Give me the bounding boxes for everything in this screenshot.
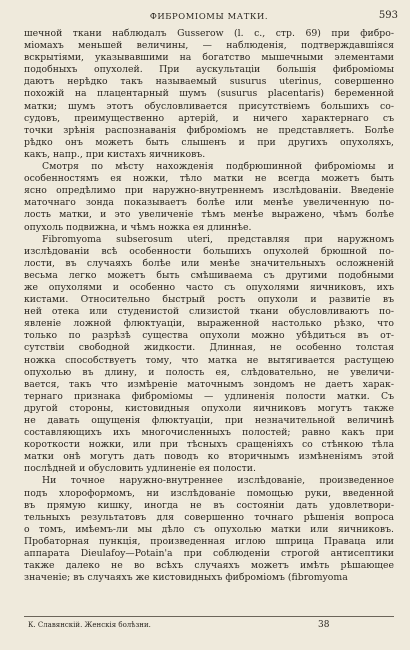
text-line: точки зрѣнія распознаванія фибромiомъ не представляетъ. Болѣе [24,124,394,136]
paragraph [24,161,394,234]
text-line: Пробаторная пункція, произведенная иглою шприца Правацa или [24,535,394,547]
text-line: короткости ножки, или при тѣсныхъ сращеніяхъ со стѣнкою тѣла [24,439,394,451]
text-line: маточнаго зонда показываетъ болѣе или менѣе увеличенную по- [24,197,394,209]
text-line: опухолью въ длину, и полость ея, слѣдовательно, не увеличи- [24,366,394,378]
page-number: 593 [378,10,398,21]
text-line: ножка способствуетъ тому, что матка не вытягивается растущею [24,354,394,366]
text-line: только по разрѣзѣ существа опухоли можно убѣдиться въ от- [24,330,394,342]
text-line: другой стороны, кистовидныя опухоли яичниковъ могутъ также [24,402,394,414]
text-line: судовъ, преимущественно артерій, и ничего характернаго съ [24,112,394,124]
running-title: ФИБРОМІОМЫ МАТКИ. [149,11,269,21]
text-line: сутствіи свободной жидкости. Длинная, не особенно толстая [24,342,394,354]
running-header [20,9,398,25]
text-line: вается, такъ что измѣреніе маточнымъ зондомъ не даетъ харак- [24,378,394,390]
text-line: значеніе; въ случаяхъ же кистовидныхъ фибромiомъ (fibromyoma [24,572,348,584]
text-line: рѣдко онъ можетъ быть слышенъ и при другихъ опухоляхъ, [24,136,394,148]
text-line: подъ хлороформомъ, ни изслѣдованіе помощью руки, введенной [24,487,394,499]
text-line: лости, въ случаяхъ болѣе или менѣе значительныхъ осложненій [24,257,394,269]
text-line: даютъ нерѣдко такъ называемый susurus uterinus, совершенно [24,76,394,88]
text-line: составляющихъ ихъ многочисленныхъ полостей; равно какъ при [24,427,394,439]
text-line: лость матки, и это увеличеніе тѣмъ менѣе выражено, чѣмъ болѣе [24,209,394,221]
text-line: изслѣдованіи всѣ особенности большихъ опухолей брюшной по- [24,245,394,257]
text-line: тельныхъ результатовъ для совершенно точнаго рѣшенія вопроса [24,511,394,523]
text-line: о томъ, имѣемъ-ли мы дѣло съ опухолью матки или яичниковъ. [24,523,394,535]
body-text [24,28,394,584]
text-line: тернаго признака фибромiомы — удлиненія полости матки. Съ [24,390,394,402]
text-line: Ни точное наружно-внутреннее изслѣдованіе, произведенное [42,475,394,487]
text-line: кистами. Относительно быстрый ростъ опухоли и развитіе въ [24,294,394,306]
text-line: весьма легко можетъ быть смѣшиваема съ другими подобными [24,269,394,281]
text-line: матки; шумъ этотъ обусловливается присутствіемъ большихъ со- [24,100,394,112]
paragraph [24,28,394,161]
text-line: Fibromyoma subserosum uteri, представляя при наружномъ [42,233,394,245]
text-line: опухоль подвижна, и чѣмъ ножка ея длиннѣе. [24,221,252,233]
text-line: послѣдней и обусловить удлиненіе ея полости. [24,463,256,475]
text-line: ясно опредѣлимо при наружно-внутреннемъ изслѣдованіи. Введеніе [24,185,394,197]
text-line: Смотря по мѣсту нахожденія подбрюшинной фибромiомы и [42,161,394,173]
text-line: не давать ощущенія флюктуаціи, при незначительной величинѣ [24,415,394,426]
text-line: похожій на плацентарный шумъ (susurus placentaris) беременной [24,88,394,100]
text-line: міомахъ меньшей величины, — наблюденія, подтверждавшіяся [24,40,394,52]
text-line: также далеко не во всѣхъ случаяхъ можетъ имѣть рѣшающее [24,560,394,572]
paragraph [24,475,394,584]
signature-mark: 38 [318,620,330,630]
text-line: особенностямъ ея ножки, тѣло матки не всегда можетъ быть [24,173,394,185]
text-line: матки онѣ могутъ дать поводъ ко вторичнымъ измѣненіямъ этой [24,451,394,463]
text-line: аппарата Dieulafoy—Potain'а при соблюденіи строгой антисептики [24,548,394,560]
paragraph [24,234,394,476]
footer-rule [24,616,394,617]
footer-book-title: К. Славянскій. Женскія болѣзни. [28,621,151,629]
text-line: шечной ткани наблюдалъ Gusserow (l. c., стр. 69) при фибро- [24,28,394,39]
text-line: какъ, напр., при кистахъ яичниковъ. [24,148,206,160]
text-line: подобныхъ опухолей. При аускультаціи большія фибромiомы [24,64,394,76]
text-line: въ прямую кишку, иногда не въ состояніи дать удовлетвори- [24,499,394,511]
text-line: явленіе ложной флюктуаціи, выраженной настолько рѣзко, что [24,318,394,330]
text-line: ней отека или студенистой слизистой ткани обусловливаютъ по- [24,306,394,318]
text-line: вскрытіями, указывавшими на богатство мышечными элементами [24,52,394,64]
text-line: же опухолями и особенно часто съ опухолями яичниковъ, ихъ [24,281,394,293]
